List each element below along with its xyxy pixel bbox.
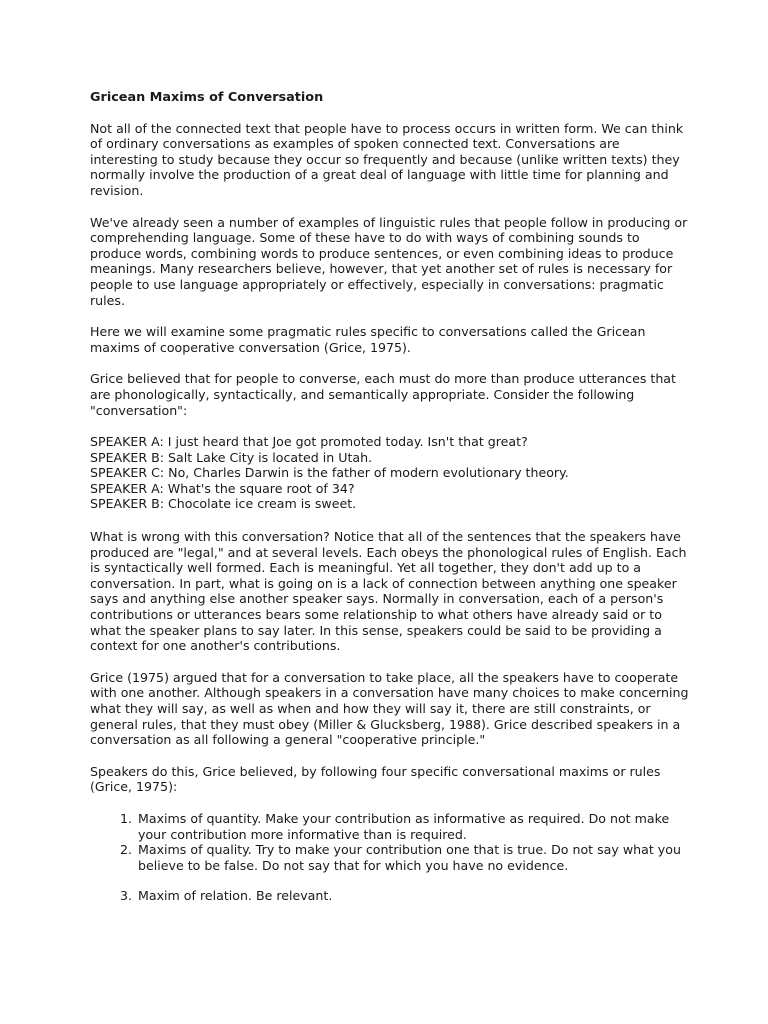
dialogue-line: SPEAKER C: No, Charles Darwin is the father of modern evolutionary theory.	[90, 465, 569, 481]
dialogue-line: SPEAKER A: I just heard that Joe got promoted today. Isn't that great?	[90, 434, 528, 450]
dialogue-line: SPEAKER B: Chocolate ice cream is sweet.	[90, 496, 357, 512]
document-title: Gricean Maxims of Conversation	[90, 90, 324, 105]
paragraph-cooperative-principle: Grice (1975) argued that for a conversation to take place, all the speakers have to cooperate with one another. Although speakers in a conversation have many choices to make concerning what they will say, as well as when and how they will say it, there are still constraints, or general rules, that they must obey (Miller & Glucksberg, 1988). Grice described speakers in a conversation as all following a general "cooperative principle."	[90, 669, 689, 748]
maxims-list	[90, 811, 690, 904]
paragraph-whats-wrong: What is wrong with this conversation? Notice that all of the sentences that the speakers have produced are "legal," and at several levels. Each obeys the phonological rules of English. Each is syntactically well formed. Each is meaningful. Yet all together, they don't add up to a conversation. In part, what is going on is a lack of connection between anything one speaker says and anything else another speaker says. Normally in conversation, each of a person's contributions or utterances bears some relationship to what others have already said or to what the speaker plans to say later. In this sense, speakers could be said to be providing a context for one another's contributions.	[90, 529, 687, 654]
dialogue-line: SPEAKER A: What's the square root of 34?	[90, 480, 355, 496]
paragraph-four-maxims-intro: Speakers do this, Grice believed, by following four specific conversational maxims or rules (Grice, 1975):	[90, 763, 661, 795]
paragraph-linguistic-rules: We've already seen a number of examples of linguistic rules that people follow in producing or comprehending language. Some of these have to do with ways of combining sounds to produce words, combining words to produce sentences, or even combining ideas to produce meanings. Many researchers believe, however, that yet another set of rules is necessary for people to use language appropriately or effectively, especially in conversations: pragmatic rules.	[90, 214, 688, 308]
paragraph-intro: Not all of the connected text that people have to process occurs in written form. We can think of ordinary conversations as examples of spoken connected text. Conversations are interesting to study because they occur so frequently and because (unlike written texts) they normally involve the production of a great deal of language with little time for planning and revision.	[90, 120, 684, 198]
example-dialogue	[90, 434, 690, 512]
maxim-quality: 2. Maxims of quality. Try to make your contribution one that is true. Do not say what you believe to be false. Do not say that for which you have no evidence.	[136, 842, 690, 873]
maxim-quantity: 1. Maxims of quantity. Make your contribution as informative as required. Do not make your contribution more informative than is required.	[136, 811, 690, 842]
document-page	[90, 90, 690, 904]
paragraph-grice-believed: Grice believed that for people to converse, each must do more than produce utterances that are phonologically, syntactically, and semantically appropriate. Consider the following "conversation":	[90, 371, 676, 418]
paragraph-pragmatic-rules: Here we will examine some pragmatic rules specific to conversations called the Gricean maxims of cooperative conversation (Grice, 1975).	[90, 324, 646, 355]
maxim-relation: 3. Maxim of relation. Be relevant.	[136, 888, 690, 904]
dialogue-line: SPEAKER B: Salt Lake City is located in Utah.	[90, 449, 373, 465]
